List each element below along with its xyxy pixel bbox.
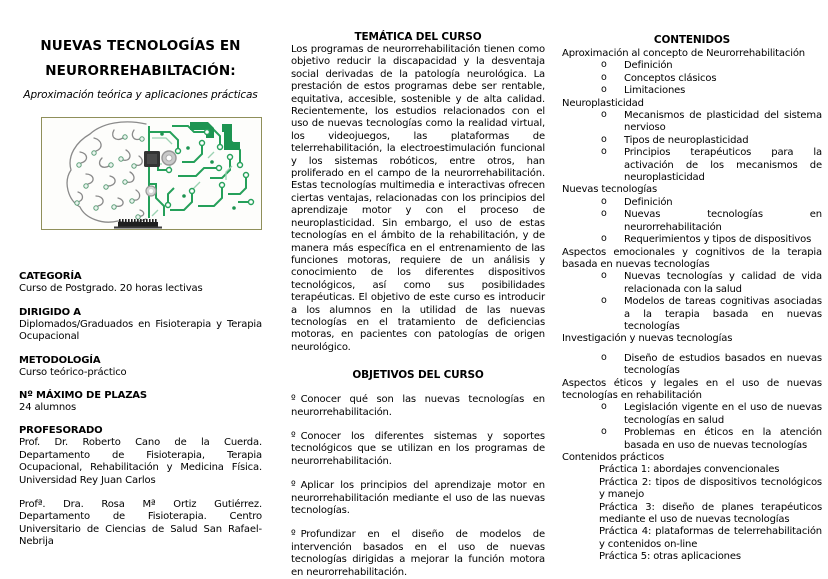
content-sub-item [562, 147, 822, 184]
practica-item: Práctica 1: abordajes convencionales [599, 464, 780, 476]
section-metodologia [19, 354, 262, 379]
sub-bullet: o [601, 270, 607, 282]
content-sub-item [562, 353, 822, 378]
sub-text: Principios terapéuticos para la activación de los mecanismos de neuroplasticidad [624, 147, 822, 184]
plazas-heading: Nº MÁXIMO DE PLAZAS [19, 390, 147, 402]
objective-text: Conocer qué son las nuevas tecnologías en neurorrehabilitación. [291, 394, 545, 418]
page-title-line1: NUEVAS TECNOLOGÍAS EN [40, 38, 241, 54]
section-dirigido-a [19, 306, 262, 344]
objetivos-heading: OBJETIVOS DEL CURSO [352, 369, 484, 382]
sub-bullet: o [601, 233, 607, 245]
objective-bullet: º [291, 394, 296, 406]
categoria-heading: CATEGORÍA [19, 271, 82, 283]
content-group-title: Aproximación al concepto de Neurorrehabilitación [562, 48, 805, 59]
section-categoria [19, 270, 262, 295]
objective-bullet: º [291, 480, 296, 492]
section-profesorado [19, 424, 262, 548]
chip-icon [144, 151, 160, 167]
sub-text: Mecanismos de plasticidad del sistema nervioso [624, 110, 822, 134]
contenidos-heading: CONTENIDOS [653, 34, 731, 46]
sub-bullet: o [601, 84, 607, 96]
sub-bullet: o [601, 146, 607, 158]
content-group-title: Investigación y nuevas tecnologías [562, 333, 733, 345]
sub-text: Problemas en éticos en la atención basada en uso de nuevas tecnologías [624, 427, 822, 451]
profesorado-paragraph-2: Profª. Dra. Rosa Mª Ortiz Gutiérrez. Departamento de Fisioterapia. Centro Universitario de Ciencias de Salud San Rafael-Nebrija [19, 499, 262, 548]
practica-item: Práctica 5: otras aplicaciones [599, 551, 741, 563]
sub-text: Legislación vigente en el uso de nuevas tecnologías en salud [624, 402, 822, 426]
practica-item: Práctica 4: plataformas de telerrehabilitación y contenidos on-line [599, 526, 822, 550]
practica-item: Práctica 3: diseño de planes terapéuticos mediante el uso de nuevas tecnologías [599, 501, 822, 526]
objective-text: Profundizar en el diseño de modelos de intervención basados en el uso de nuevas tecnologías dirigidas a mejorar la función motora en neurorrehabilitación. [291, 529, 545, 578]
sub-text: Diseño de estudios basados en nuevas tecnologías [624, 352, 822, 377]
objective-item [291, 529, 545, 579]
content-group-title: Aspectos éticos y legales en el uso de nuevas tecnologías en rehabilitación [562, 377, 822, 401]
brain-circuit-svg [42, 118, 261, 229]
sub-bullet: o [601, 351, 607, 363]
sub-text: Limitaciones [624, 85, 686, 97]
sub-text: Tipos de neuroplasticidad [624, 134, 749, 146]
tematica-paragraph: Los programas de neurorrehabilitación tienen como objetivo reducir la discapacidad y la desventaja social derivadas de la patología neurológica. La prestación de estos programas debe ser rentable, equitativa, accesible, sostenible y de alta calidad. Recientemente, los estudios relacionados con el uso de nuevas tecnologías como la realidad virtual, los videojuegos, las plataformas de telerrehabilitación, la electroestimulación funcional y los sistemas robóticos, entre otros, han proliferado en el campo de la neurorrehabilitación. Estas tecnologías multimedia e interactivas ofrecen ciertas ventajas, relacionadas con los principios del aprendizaje motor y con el proceso de neuroplasticidad. Sin embargo, el uso de estas tecnologías en el ámbito de la rehabilitación, y de manera más específica en el entrenamiento de las funciones motoras, requiere de un análisis y conocimiento de los diferentes dispositivos tecnológicos, así como sus posibilidades terapéuticas. El objetivo de este curso es introducir a los alumnos en la utilidad de las nuevas tecnologías en el tratamiento de deficiencias motoras, en pacientes con patologías de origen neurológico. [291, 44, 545, 353]
profesorado-heading: PROFESORADO [19, 425, 103, 437]
content-group-title: Aspectos emocionales y cognitivos de la terapia basada en nuevas tecnologías [562, 246, 822, 270]
section-plazas [19, 389, 262, 414]
sub-text: Conceptos clásicos [624, 72, 717, 84]
sub-bullet: o [601, 71, 607, 83]
categoria-value: Curso de Postgrado. 20 horas lectivas [19, 283, 203, 295]
content-group-title: Neuroplasticidad [562, 97, 644, 109]
content-sub-item [562, 110, 822, 135]
objective-item [291, 480, 545, 517]
page-subtitle: Aproximación teórica y aplicaciones prácticas [23, 89, 258, 101]
objective-text: Conocer los diferentes sistemas y soportes tecnológicos que se utilizan en los programas de neurorrehabilitación. [291, 430, 545, 467]
dirigido-a-heading: DIRIGIDO A [19, 306, 81, 318]
right-panel [562, 34, 822, 564]
brain-hemisphere-drawing [67, 122, 146, 223]
content-sub-item [562, 427, 822, 452]
content-sub-item [562, 296, 822, 333]
circuit-hemisphere-drawing [149, 126, 248, 218]
plazas-value: 24 alumnos [19, 402, 77, 414]
sub-text: Nuevas tecnologías y calidad de vida relacionada con la salud [624, 271, 822, 295]
sub-bullet: o [601, 401, 607, 413]
sub-bullet: o [601, 109, 607, 121]
brain-circuit-image [41, 117, 262, 230]
practica-item: Práctica 2: tipos de dispositivos tecnológicos y manejo [599, 476, 822, 501]
sub-bullet: o [601, 59, 607, 71]
sub-bullet: o [601, 295, 607, 307]
sub-text: Requerimientos y tipos de dispositivos [624, 234, 812, 246]
middle-panel [291, 31, 545, 579]
content-group-title: Contenidos prácticos [562, 452, 665, 463]
objective-bullet: º [291, 430, 296, 442]
metodologia-heading: METODOLOGÍA [19, 354, 101, 366]
objective-item [291, 394, 545, 419]
dirigido-a-value: Diplomados/Graduados en Fisioterapia y Terapia Ocupacional [19, 318, 262, 343]
metodologia-value: Curso teórico-práctico [19, 366, 127, 378]
sub-text: Definición [624, 60, 673, 72]
sub-bullet: o [601, 426, 607, 438]
info-sections [19, 270, 262, 548]
left-panel [19, 34, 262, 559]
content-group-title: Nuevas tecnologías [562, 184, 658, 196]
connector-icon [114, 219, 162, 229]
content-sub-item [562, 209, 822, 234]
sub-bullet: o [601, 195, 607, 207]
objective-text: Aplicar los principios del aprendizaje motor en neurorrehabilitación mediante el uso de las nuevas tecnologías. [291, 480, 545, 516]
page-title-line2: NEURORREHABILTACIÓN: [45, 63, 236, 79]
sub-bullet: o [601, 208, 607, 220]
sub-text: Modelos de tareas cognitivas asociadas a la terapia basada en nuevas tecnologías [624, 296, 822, 332]
content-sub-item [562, 85, 822, 97]
objective-item [291, 431, 545, 468]
sub-bullet: o [601, 133, 607, 145]
profesorado-paragraph-1: Prof. Dr. Roberto Cano de la Cuerda. Departamento de Fisioterapia, Terapia Ocupacional, Rehabilitación y Medicina Física. Universidad Rey Juan Carlos [19, 437, 262, 486]
sub-text: Nuevas tecnologías en neurorrehabilitación [624, 209, 822, 233]
content-sub-item [562, 402, 822, 427]
sub-text: Definición [624, 196, 673, 208]
content-sub-item [562, 234, 822, 246]
tematica-heading: TEMÁTICA DEL CURSO [354, 31, 482, 43]
content-sub-item [562, 271, 822, 296]
objective-bullet: º [291, 529, 296, 541]
